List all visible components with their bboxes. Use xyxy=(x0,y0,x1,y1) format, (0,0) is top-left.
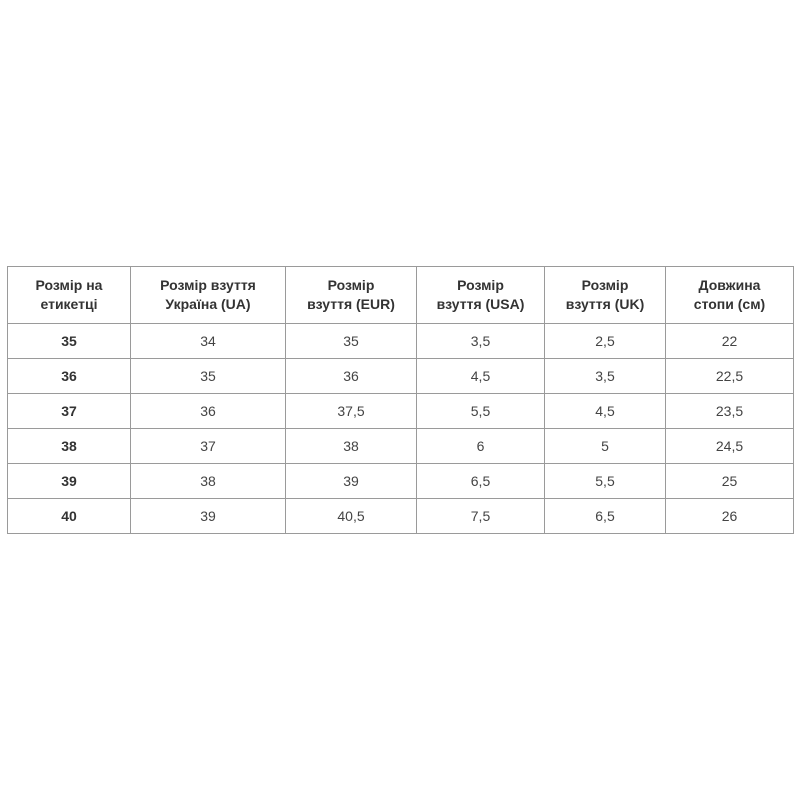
header-uk-size: Розмір взуття (UK) xyxy=(545,267,666,324)
cell-uk-size: 6,5 xyxy=(545,499,666,534)
cell-eur-size: 39 xyxy=(286,464,417,499)
table-row xyxy=(8,359,794,394)
header-label-size: Розмір на етикетці xyxy=(8,267,131,324)
size-chart-table xyxy=(7,266,794,534)
cell-label-size: 38 xyxy=(8,429,131,464)
cell-label-size: 36 xyxy=(8,359,131,394)
table-row xyxy=(8,499,794,534)
header-row xyxy=(8,267,794,324)
header-ua-size: Розмір взуття Україна (UA) xyxy=(131,267,286,324)
cell-ua-size: 39 xyxy=(131,499,286,534)
cell-uk-size: 4,5 xyxy=(545,394,666,429)
table-body xyxy=(8,324,794,534)
cell-foot-length: 26 xyxy=(666,499,794,534)
cell-usa-size: 3,5 xyxy=(417,324,545,359)
cell-uk-size: 5 xyxy=(545,429,666,464)
cell-usa-size: 6 xyxy=(417,429,545,464)
cell-ua-size: 37 xyxy=(131,429,286,464)
cell-uk-size: 5,5 xyxy=(545,464,666,499)
cell-eur-size: 37,5 xyxy=(286,394,417,429)
table-row xyxy=(8,429,794,464)
cell-eur-size: 40,5 xyxy=(286,499,417,534)
cell-label-size: 40 xyxy=(8,499,131,534)
header-usa-size: Розмір взуття (USA) xyxy=(417,267,545,324)
cell-uk-size: 3,5 xyxy=(545,359,666,394)
table-header xyxy=(8,267,794,324)
table-row xyxy=(8,324,794,359)
cell-usa-size: 7,5 xyxy=(417,499,545,534)
cell-label-size: 37 xyxy=(8,394,131,429)
cell-ua-size: 36 xyxy=(131,394,286,429)
cell-usa-size: 6,5 xyxy=(417,464,545,499)
cell-foot-length: 24,5 xyxy=(666,429,794,464)
cell-ua-size: 35 xyxy=(131,359,286,394)
cell-foot-length: 23,5 xyxy=(666,394,794,429)
cell-eur-size: 38 xyxy=(286,429,417,464)
cell-eur-size: 35 xyxy=(286,324,417,359)
table-row xyxy=(8,464,794,499)
cell-uk-size: 2,5 xyxy=(545,324,666,359)
cell-eur-size: 36 xyxy=(286,359,417,394)
cell-label-size: 35 xyxy=(8,324,131,359)
cell-ua-size: 34 xyxy=(131,324,286,359)
table-row xyxy=(8,394,794,429)
cell-usa-size: 5,5 xyxy=(417,394,545,429)
cell-label-size: 39 xyxy=(8,464,131,499)
header-foot-length: Довжина стопи (см) xyxy=(666,267,794,324)
header-eur-size: Розмір взуття (EUR) xyxy=(286,267,417,324)
cell-usa-size: 4,5 xyxy=(417,359,545,394)
cell-ua-size: 38 xyxy=(131,464,286,499)
cell-foot-length: 25 xyxy=(666,464,794,499)
cell-foot-length: 22,5 xyxy=(666,359,794,394)
cell-foot-length: 22 xyxy=(666,324,794,359)
